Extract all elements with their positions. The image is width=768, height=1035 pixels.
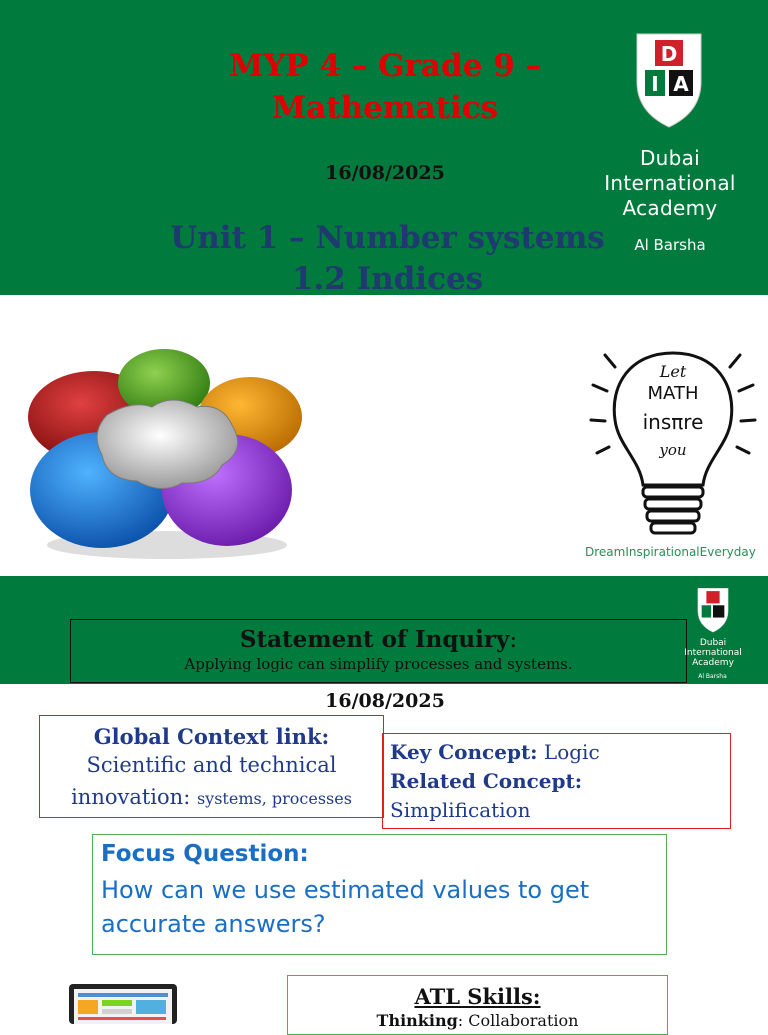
atl-thinking bbox=[288, 1011, 667, 1030]
soi-title: Statement of Inquiry bbox=[239, 626, 510, 653]
focus-question-title: Focus Question: bbox=[101, 841, 309, 867]
focus-question-box bbox=[92, 834, 667, 955]
global-context-box bbox=[39, 715, 384, 818]
soi-colon: : bbox=[509, 627, 518, 653]
global-context-small: systems, processes bbox=[196, 789, 352, 808]
school-logo-small bbox=[680, 586, 745, 680]
key-concept bbox=[390, 738, 730, 767]
school-branch-small: Al Barsha bbox=[698, 673, 727, 680]
image-credit: DreamInspirationalEveryday bbox=[585, 545, 756, 559]
atl-thinking-label: Thinking bbox=[376, 1011, 458, 1030]
school-name bbox=[585, 146, 755, 221]
related-concept-label bbox=[390, 767, 730, 796]
lightbulb-icon bbox=[585, 345, 760, 545]
slide-date: 16/08/2025 bbox=[325, 162, 445, 184]
atl-skills-title: ATL Skills: bbox=[414, 984, 541, 1009]
key-concept-label: Key Concept: bbox=[390, 740, 538, 764]
global-context-line: Scientific and technical bbox=[86, 753, 337, 777]
unit-title: Unit 1 – Number systems bbox=[170, 220, 605, 256]
inquiry-slide bbox=[0, 576, 768, 1030]
school-name-line: Academy bbox=[692, 658, 734, 668]
logo-letter-d: D bbox=[660, 42, 678, 66]
related-concept-label-text: Related Concept: bbox=[390, 769, 583, 793]
bulb-text: insπre bbox=[642, 410, 704, 434]
bulb-text: you bbox=[659, 441, 687, 459]
slide-title: MYP 4 – Grade 9 – Mathematics bbox=[228, 48, 542, 126]
atl-thinking-value: : Collaboration bbox=[457, 1011, 579, 1030]
unit-subtitle: 1.2 Indices bbox=[291, 261, 484, 297]
school-name-line: International bbox=[684, 648, 742, 658]
related-concept-value: Simplification bbox=[390, 798, 531, 822]
bulb-text: MATH bbox=[647, 383, 699, 404]
school-name-line: Dubai bbox=[699, 638, 727, 648]
school-name-small bbox=[676, 638, 750, 668]
global-context-title: Global Context link: bbox=[93, 724, 330, 749]
slide-date: 16/08/2025 bbox=[325, 690, 445, 712]
school-name-line: Academy bbox=[622, 196, 718, 220]
atl-skills-box bbox=[287, 975, 668, 1035]
unit-heading bbox=[150, 218, 625, 300]
school-name-line: Dubai bbox=[639, 146, 701, 170]
bulb-text: Let bbox=[659, 362, 687, 381]
school-logo bbox=[585, 28, 760, 263]
global-context-line bbox=[40, 781, 383, 815]
global-context-main: innovation: bbox=[71, 785, 197, 809]
key-concept-value: Logic bbox=[537, 740, 600, 764]
school-name-line: International bbox=[604, 171, 736, 195]
concepts-box bbox=[382, 733, 731, 829]
laptop-icon bbox=[68, 983, 180, 1024]
logo-letter-i: I bbox=[651, 72, 659, 96]
soi-text: Applying logic can simplify processes and systems. bbox=[184, 655, 573, 673]
puzzle-flower-icon bbox=[22, 345, 312, 565]
focus-question-text: How can we use estimated values to get accurate answers? bbox=[101, 876, 590, 938]
statement-of-inquiry-box bbox=[70, 619, 687, 683]
shield-icon bbox=[633, 30, 705, 130]
soi-heading bbox=[71, 626, 686, 653]
logo-letter-a: A bbox=[673, 72, 689, 96]
shield-icon bbox=[696, 586, 730, 634]
school-branch: Al Barsha bbox=[634, 236, 706, 254]
